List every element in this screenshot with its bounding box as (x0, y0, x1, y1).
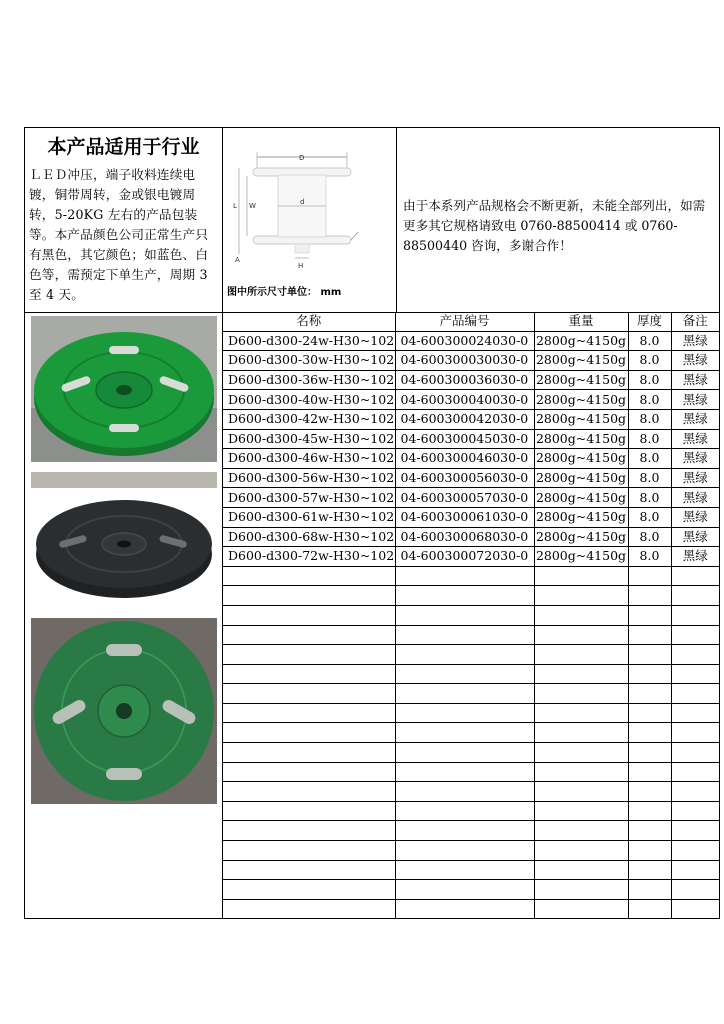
table-cell (534, 566, 628, 586)
table-cell: 2800g~4150g (534, 527, 628, 547)
table-cell (395, 625, 534, 645)
table-cell: D600-d300-40w-H30~102 (223, 390, 395, 410)
table-row (223, 351, 719, 371)
table-cell (628, 782, 671, 802)
table-cell (671, 703, 719, 723)
table-cell (534, 899, 628, 919)
table-cell (395, 762, 534, 782)
spec-table-wrap (223, 312, 719, 919)
empty-table-row (223, 762, 719, 782)
spec-notice: 由于本系列产品规格会不断更新，未能全部列出，如需更多其它规格请致电 0760-88500414 或 0760-88500440 咨询，多谢合作！ (403, 198, 706, 253)
table-cell (534, 860, 628, 880)
table-cell: 04-600300068030-0 (395, 527, 534, 547)
spec-table (223, 312, 719, 919)
table-cell (671, 860, 719, 880)
empty-table-row (223, 703, 719, 723)
table-cell: D600-d300-57w-H30~102 (223, 488, 395, 508)
table-cell (534, 723, 628, 743)
empty-table-row (223, 841, 719, 861)
table-cell (534, 743, 628, 763)
table-cell (671, 899, 719, 919)
table-cell (628, 899, 671, 919)
table-cell (395, 899, 534, 919)
dim-label-W: W (249, 202, 256, 210)
table-cell: 2800g~4150g (534, 449, 628, 469)
table-cell (628, 625, 671, 645)
table-cell (671, 664, 719, 684)
table-row (223, 488, 719, 508)
dim-label-L: L (233, 202, 237, 210)
table-cell (223, 743, 395, 763)
table-row (223, 547, 719, 567)
empty-table-row (223, 684, 719, 704)
table-cell (223, 605, 395, 625)
table-cell: 2800g~4150g (534, 351, 628, 371)
table-cell (223, 762, 395, 782)
table-cell: 04-600300057030-0 (395, 488, 534, 508)
table-cell (628, 743, 671, 763)
table-cell (628, 664, 671, 684)
table-cell: 黑绿 (671, 449, 719, 469)
table-cell (671, 723, 719, 743)
table-header-row (223, 312, 719, 331)
table-cell: D600-d300-68w-H30~102 (223, 527, 395, 547)
table-cell: 8.0 (628, 547, 671, 567)
table-cell (534, 821, 628, 841)
table-cell: 2800g~4150g (534, 488, 628, 508)
table-cell (628, 860, 671, 880)
empty-table-row (223, 880, 719, 900)
table-row (223, 331, 719, 351)
table-cell (671, 645, 719, 665)
table-cell (534, 880, 628, 900)
table-cell (671, 762, 719, 782)
table-cell: 04-600300056030-0 (395, 468, 534, 488)
table-cell: 04-600300024030-0 (395, 331, 534, 351)
table-cell (628, 586, 671, 606)
empty-table-row (223, 801, 719, 821)
industry-description: ＬＥＤ冲压，端子收料连续电镀，铜带周转，金或银电镀周转，5-20KG 左右的产品包装等。本产品颜色公司正常生产只有黑色，其它颜色；如蓝色、白色等，需预定下单生产，周期 3 至 4 天。 (29, 167, 209, 302)
table-cell: 04-600300036030-0 (395, 370, 534, 390)
table-cell (534, 841, 628, 861)
table-cell (628, 880, 671, 900)
table-cell (534, 625, 628, 645)
table-cell: 8.0 (628, 370, 671, 390)
table-cell (671, 566, 719, 586)
table-cell (395, 605, 534, 625)
header-name: 名称 (223, 312, 395, 331)
table-cell (628, 703, 671, 723)
table-cell (395, 801, 534, 821)
table-cell (395, 743, 534, 763)
table-cell: 04-600300045030-0 (395, 429, 534, 449)
table-cell: D600-d300-36w-H30~102 (223, 370, 395, 390)
table-cell: D600-d300-56w-H30~102 (223, 468, 395, 488)
table-cell: 8.0 (628, 429, 671, 449)
table-cell (671, 841, 719, 861)
empty-table-row (223, 625, 719, 645)
table-cell (395, 664, 534, 684)
dim-label-H: H (298, 262, 304, 270)
diagram-unit-caption: 图中所示尺寸单位： mm (227, 287, 342, 298)
table-cell: 黑绿 (671, 429, 719, 449)
table-cell: 黑绿 (671, 468, 719, 488)
table-cell: D600-d300-72w-H30~102 (223, 547, 395, 567)
table-cell (671, 743, 719, 763)
header-remark: 备注 (671, 312, 719, 331)
table-cell (671, 880, 719, 900)
product-photos (25, 312, 223, 918)
empty-table-row (223, 743, 719, 763)
table-cell: 黑绿 (671, 351, 719, 371)
table-cell (223, 566, 395, 586)
table-cell (628, 801, 671, 821)
table-row (223, 370, 719, 390)
table-cell (223, 782, 395, 802)
table-row (223, 429, 719, 449)
table-cell (628, 762, 671, 782)
table-row (223, 507, 719, 527)
table-cell (223, 645, 395, 665)
table-cell: 8.0 (628, 331, 671, 351)
table-cell (395, 880, 534, 900)
table-cell (223, 899, 395, 919)
table-cell (223, 821, 395, 841)
dimension-diagram-cell (223, 128, 397, 312)
table-cell: 2800g~4150g (534, 468, 628, 488)
table-cell (628, 723, 671, 743)
table-cell (223, 684, 395, 704)
dim-label-D: D (299, 154, 305, 162)
table-cell: 黑绿 (671, 547, 719, 567)
table-cell: 2800g~4150g (534, 409, 628, 429)
empty-table-row (223, 899, 719, 919)
table-cell: D600-d300-61w-H30~102 (223, 507, 395, 527)
dim-label-d: d (300, 198, 305, 206)
header-code: 产品编号 (395, 312, 534, 331)
table-cell: 8.0 (628, 527, 671, 547)
product-sheet (24, 127, 720, 919)
empty-table-row (223, 821, 719, 841)
table-cell: 2800g~4150g (534, 547, 628, 567)
dim-label-A: A (235, 256, 240, 264)
table-cell: 黑绿 (671, 370, 719, 390)
table-cell (223, 860, 395, 880)
table-cell: 04-600300061030-0 (395, 507, 534, 527)
table-cell: 黑绿 (671, 527, 719, 547)
table-cell: D600-d300-45w-H30~102 (223, 429, 395, 449)
table-cell (671, 625, 719, 645)
table-cell: 8.0 (628, 488, 671, 508)
table-cell: 黑绿 (671, 488, 719, 508)
industry-title: 本产品适用于行业 (47, 136, 200, 158)
header-thickness: 厚度 (628, 312, 671, 331)
table-cell (534, 782, 628, 802)
table-cell (223, 723, 395, 743)
table-cell: D600-d300-46w-H30~102 (223, 449, 395, 469)
table-cell: 2800g~4150g (534, 390, 628, 410)
table-cell (534, 801, 628, 821)
table-cell: 2800g~4150g (534, 507, 628, 527)
table-cell (534, 664, 628, 684)
table-cell (395, 645, 534, 665)
table-cell (671, 684, 719, 704)
table-cell (223, 664, 395, 684)
table-cell: 8.0 (628, 468, 671, 488)
table-cell (628, 821, 671, 841)
table-cell (395, 723, 534, 743)
table-cell: D600-d300-30w-H30~102 (223, 351, 395, 371)
table-cell (395, 841, 534, 861)
table-cell (395, 860, 534, 880)
table-cell (223, 801, 395, 821)
table-row (223, 527, 719, 547)
table-cell (534, 703, 628, 723)
table-cell (223, 880, 395, 900)
empty-table-row (223, 605, 719, 625)
empty-table-row (223, 860, 719, 880)
table-cell: 04-600300040030-0 (395, 390, 534, 410)
table-cell (223, 703, 395, 723)
table-cell: 黑绿 (671, 507, 719, 527)
table-cell (671, 782, 719, 802)
table-cell (395, 566, 534, 586)
table-cell: 04-600300046030-0 (395, 449, 534, 469)
table-cell (534, 762, 628, 782)
table-row (223, 390, 719, 410)
table-cell: 8.0 (628, 390, 671, 410)
table-cell: 04-600300042030-0 (395, 409, 534, 429)
table-cell (534, 684, 628, 704)
table-cell: 2800g~4150g (534, 331, 628, 351)
empty-table-row (223, 566, 719, 586)
table-cell: 2800g~4150g (534, 429, 628, 449)
table-cell: 2800g~4150g (534, 370, 628, 390)
table-cell (628, 645, 671, 665)
green-reel-photo (31, 316, 217, 462)
table-cell (223, 841, 395, 861)
table-cell (671, 801, 719, 821)
table-cell (534, 645, 628, 665)
table-cell: 8.0 (628, 507, 671, 527)
table-cell (628, 605, 671, 625)
header-row (25, 128, 719, 313)
table-cell (223, 625, 395, 645)
empty-table-row (223, 664, 719, 684)
table-cell: 04-600300030030-0 (395, 351, 534, 371)
table-cell (671, 821, 719, 841)
table-row (223, 468, 719, 488)
table-cell (534, 586, 628, 606)
table-cell (395, 821, 534, 841)
table-cell (628, 841, 671, 861)
table-cell (395, 782, 534, 802)
table-cell (671, 586, 719, 606)
table-cell: D600-d300-24w-H30~102 (223, 331, 395, 351)
table-cell: 8.0 (628, 449, 671, 469)
empty-table-row (223, 586, 719, 606)
table-cell (223, 586, 395, 606)
table-row (223, 449, 719, 469)
table-cell (671, 605, 719, 625)
table-cell: 04-600300072030-0 (395, 547, 534, 567)
table-cell (395, 684, 534, 704)
table-cell (628, 684, 671, 704)
empty-table-row (223, 723, 719, 743)
green-reel-top-photo (31, 618, 217, 804)
table-cell (395, 586, 534, 606)
black-reel-photo (31, 472, 217, 608)
table-cell (628, 566, 671, 586)
industry-cell (25, 128, 223, 312)
header-weight: 重量 (534, 312, 628, 331)
table-cell: 黑绿 (671, 331, 719, 351)
table-cell: 8.0 (628, 409, 671, 429)
empty-table-row (223, 782, 719, 802)
table-cell (395, 703, 534, 723)
reel-dimension-diagram (223, 128, 397, 278)
table-cell (534, 605, 628, 625)
table-cell: D600-d300-42w-H30~102 (223, 409, 395, 429)
table-cell: 黑绿 (671, 390, 719, 410)
spec-table-body (223, 331, 719, 919)
empty-table-row (223, 645, 719, 665)
table-cell: 黑绿 (671, 409, 719, 429)
table-row (223, 409, 719, 429)
table-cell: 8.0 (628, 351, 671, 371)
